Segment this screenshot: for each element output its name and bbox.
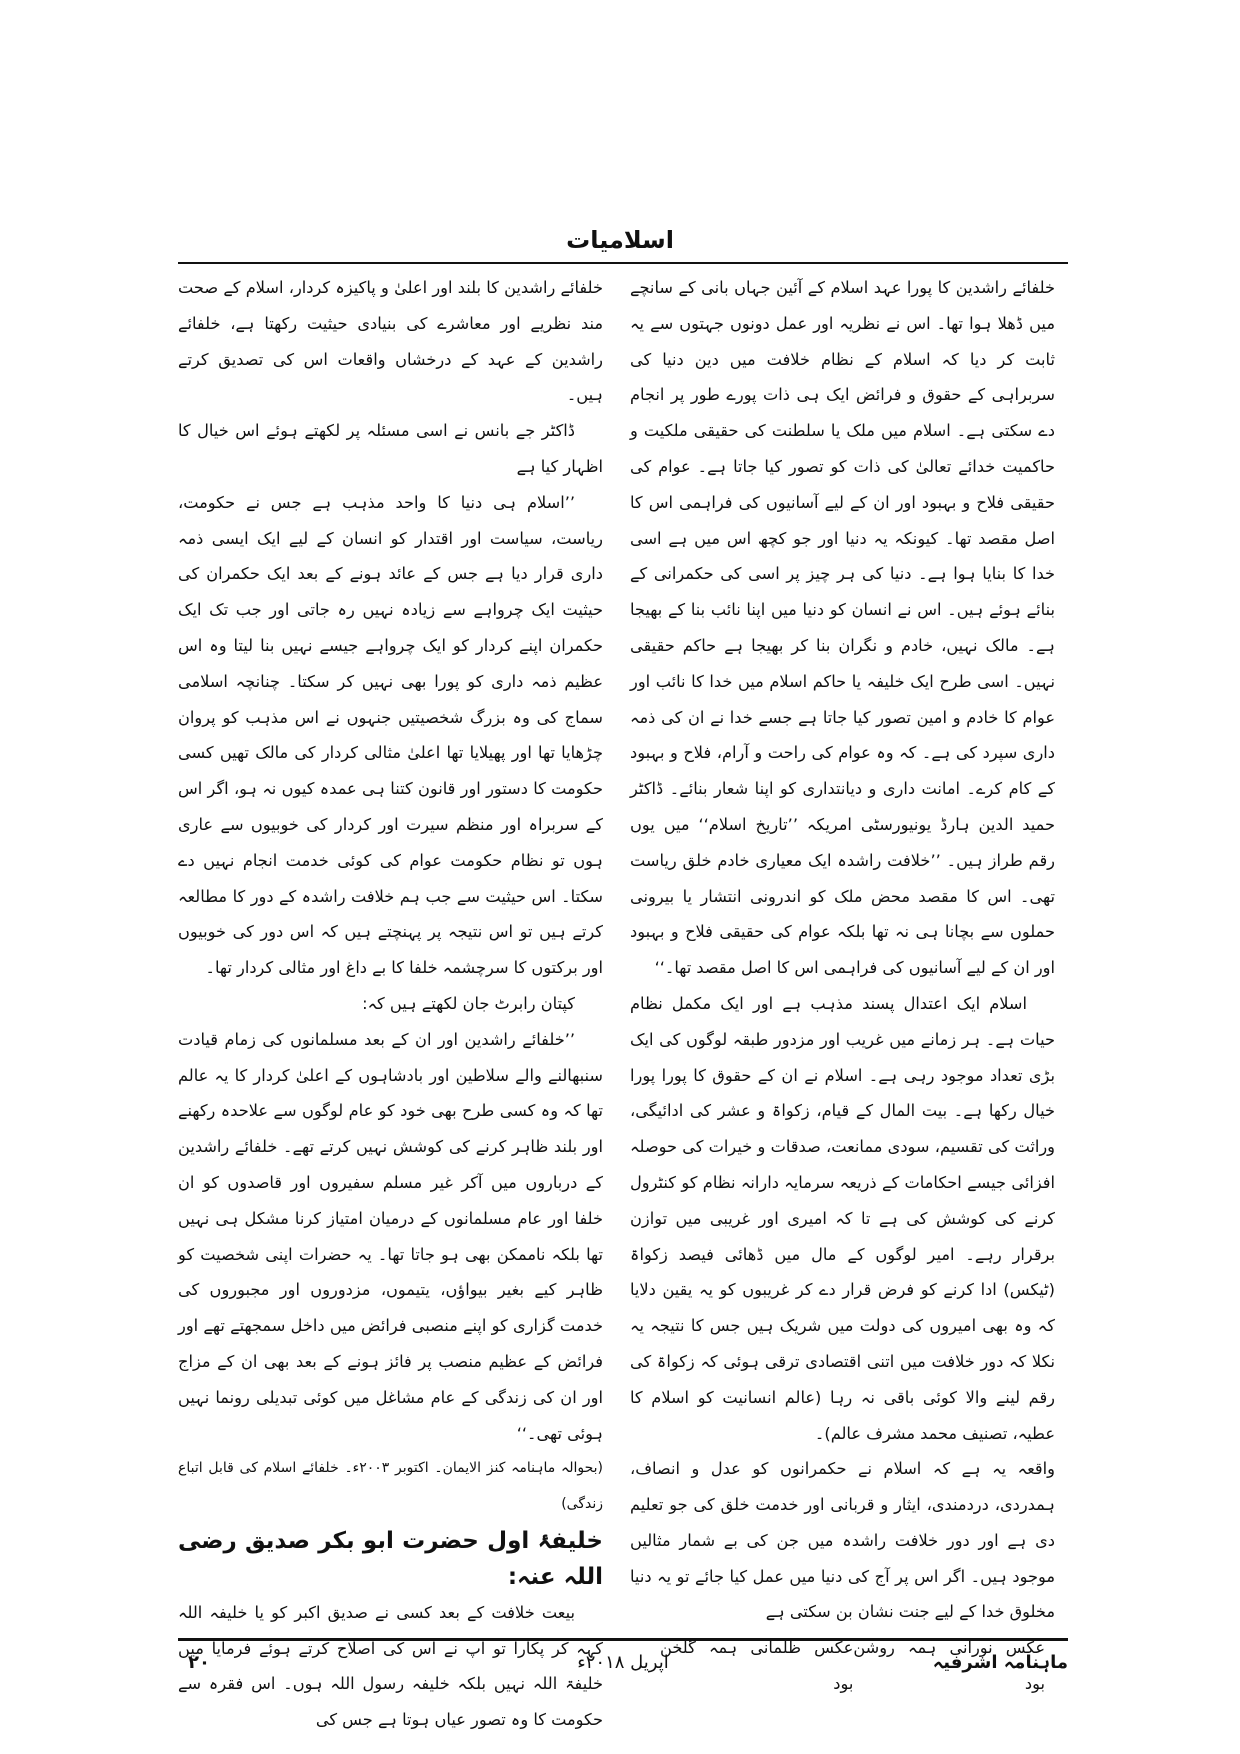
page-footer xyxy=(178,1648,1068,1688)
paragraph: اسلام ایک اعتدال پسند مذہب ہے اور ایک مکمل نظام حیات ہے۔ ہر زمانے میں غریب اور مزدور طبقہ لوگوں کی ایک بڑی تعداد موجود رہی ہے۔ اسلام نے ان کے حقوق کا پورا پورا خیال رکھا ہے۔ بیت المال کے قیام، زکواۃ و عشر کی ادائیگی، وراثت کی تقسیم، سودی ممانعت، صدقات و خیرات کی حوصلہ افزائی جیسے احکامات کے ذریعہ سرمایہ دارانہ نظام کو کنٹرول کرنے کی کوشش کی ہے تا کہ امیری اور غریبی میں توازن برقرار رہے۔ امیر لوگوں کے مال میں ڈھائی فیصد زکواۃ (ٹیکس) ادا کرنے کو فرض قرار دے کر غریبوں کو یہ یقین دلایا کہ وہ بھی امیروں کی دولت میں شریک ہیں جس کا نتیجہ یہ نکلا کہ دور خلافت میں اتنی اقتصادی ترقی ہوئی کہ زکواۃ کی رقم لینے والا کوئی باقی نہ رہا (عالم انسانیت کو اسلام کا عطیہ، تصنیف محمد مشرف عالم)۔ xyxy=(630,993,1055,1443)
paragraph: خلفائے راشدین کا بلند اور اعلیٰ و پاکیزہ کردار، اسلام کے صحت مند نظریے اور معاشرے کی بنیادی حیثیت رکھتا ہے، خلفائے راشدین کے عہد کے درخشاں واقعات اس کی تصدیق کرتے ہیں۔ xyxy=(178,278,603,405)
paragraph: بیعت خلافت کے بعد کسی نے صدیق اکبر کو یا خلیفہ اللہ کہہ کر پکارا تو آپ نے اس کی اصلاح کرتے ہوئے فرمایا میں خلیفۃ اللہ نہیں بلکہ خلیفہ رسول اللہ ہوں۔ اس فقرہ سے حکومت کا وہ تصور عیاں ہوتا ہے جس کی xyxy=(178,1602,603,1730)
header-divider xyxy=(178,262,1068,264)
publication-name: ماہنامہ اشرفیہ xyxy=(932,1652,1068,1673)
issue-date: اپریل ۲۰۱۸ء xyxy=(577,1652,669,1673)
citation: (بحوالہ ماہنامہ کنز الایمان۔ اکتوبر ۲۰۰۳ء۔ خلفائے اسلام کی قابل اتباع زندگی) xyxy=(178,1460,603,1513)
paragraph: واقعہ یہ ہے کہ اسلام نے حکمرانوں کو عدل و انصاف، ہمدردی، دردمندی، ایثار و قربانی اور خدمت خلق کی جو تعلیم دی ہے اور دور خلافت راشدہ میں جن کی بے شمار مثالیں موجود ہیں۔ اگر اس پر آج کی دنیا میں عمل کیا جائے تو یہ دنیا مخلوق خدا کے لیے جنت نشان بن سکتی ہے xyxy=(630,1459,1055,1622)
page-header-title: اسلامیات xyxy=(566,226,674,254)
couplet-second-line: عکس ظلمانی ہمہ گلخن بود xyxy=(660,1638,854,1694)
page-number: ۲۰ xyxy=(188,1652,210,1673)
footer-divider xyxy=(178,1638,1068,1641)
quotation: ’’اسلام ہی دنیا کا واحد مذہب ہے جس نے حکومت، ریاست، سیاست اور اقتدار کو انسان کے لیے ایک ایسی ذمہ داری قرار دیا ہے جس کے عائد ہونے کے بعد ایک حکمران کی حیثیت ایک چرواہے سے زیادہ نہیں رہ جاتی اور جب تک ایک حکمران اپنے کردار کو ایک چرواہے جیسے نہیں بنا لیتا وہ اس عظیم ذمہ داری کو پورا بھی نہیں کر سکتا۔ چنانچہ اسلامی سماج کی وہ بزرگ شخصیتیں جنہوں نے اس مذہب کو پروان چڑھایا تھا اور پھیلایا تھا اعلیٰ مثالی کردار کی مالک تھیں کسی حکومت کا دستور اور قانون کتنا ہی عمدہ کیوں نہ ہو، اگر اس کے سربراہ اور منظم سیرت اور کردار کی خوبیوں سے عاری ہوں تو نظام حکومت عوام کی کوئی خدمت انجام نہیں دے سکتا۔ اس حیثیت سے جب ہم خلافت راشدہ کے دور کا مطالعہ کرتے ہیں تو اس نتیجہ پر پہنچتے ہیں کہ اس دور کی خوبیوں اور برکتوں کا سرچشمہ خلفا کا بے داغ اور مثالی کردار تھا۔ xyxy=(178,492,603,978)
paragraph: خلفائے راشدین کا پورا عہد اسلام کے آئین جہاں بانی کے سانچے میں ڈھلا ہوا تھا۔ اس نے نظریہ اور عمل دونوں جہتوں سے یہ ثابت کر دیا کہ اسلام کے نظام خلافت میں دین دنیا کی سربراہی کے حقوق و فرائض ایک ہی ذات پورے طور پر انجام دے سکتی ہے۔ اسلام میں ملک یا سلطنت کی حقیقی ملکیت و حاکمیت خدائے تعالیٰ کی ذات کو تصور کیا جاتا ہے۔ عوام کی حقیقی فلاح و بہبود اور ان کے لیے آسانیوں کی فراہمی اس کا اصل مقصد تھا۔ کیونکہ یہ دنیا اور جو کچھ اس میں ہے اسی خدا کا بنایا ہوا ہے۔ دنیا کی ہر چیز پر اسی کی حکمرانی کے بنائے ہوئے ہیں۔ اس نے انسان کو دنیا میں اپنا نائب بنا کے بھیجا ہے۔ مالک نہیں، خادم و نگران بنا کر بھیجا ہے حاکم حقیقی نہیں۔ اسی طرح ایک خلیفہ یا حاکم اسلام میں خدا کا نائب اور عوام کا خادم و امین تصور کیا جاتا ہے جسے خدا نے ان کی ذمہ داری سپرد کی ہے۔ کہ وہ عوام کی راحت و آرام، فلاح و بہبود کے کام کرے۔ امانت داری و دیانتداری کو اپنا شعار بنائے۔ ڈاکٹر حمید الدین ہارڈ یونیورسٹی امریکہ ’’تاریخ اسلام‘‘ میں یوں رقم طراز ہیں۔ ’’خلافت راشدہ ایک معیاری خادم خلق ریاست تھی۔ اس کا مقصد محض ملک کو اندرونی انتشار یا بیرونی حملوں سے بچانا ہی نہ تھا بلکہ عوام کی حقیقی فلاح و بہبود اور ان کے لیے آسانیوں کی فراہمی اس کا اصل مقصد تھا۔‘‘ xyxy=(630,278,1055,978)
quotation: ’’خلفائے راشدین اور ان کے بعد مسلمانوں کی زمام قیادت سنبھالنے والے سلاطین اور بادشاہوں کے اعلیٰ کردار کا یہ عالم تھا کہ وہ کسی طرح بھی خود کو عام لوگوں سے علاحدہ رکھنے اور بلند ظاہر کرنے کی کوشش نہیں کرتے تھے۔ خلفائے راشدین کے درباروں میں آکر غیر مسلم سفیروں اور قاصدوں کو ان خلفا اور عام مسلمانوں کے درمیان امتیاز کرنا مشکل ہی نہیں تھا بلکہ ناممکن بھی ہو جاتا تھا۔ یہ حضرات اپنی شخصیت کو ظاہر کیے بغیر بیواؤں، یتیموں، مزدوروں اور مجبوروں کی خدمت گزاری کو اپنے منصبی فرائض میں داخل سمجھتے تھے اور فرائض کے عظیم منصب پر فائز ہونے کے بعد بھی ان کے مزاج اور ان کی زندگی کے عام مشاغل میں کوئی تبدیلی رونما نہیں ہوئی تھی۔‘‘ xyxy=(178,1029,603,1443)
couplet-first-line: عکس نورانی ہمہ روشن بود xyxy=(853,1638,1045,1694)
paragraph: کپتان رابرٹ جان لکھتے ہیں کہ: xyxy=(362,993,575,1013)
left-column xyxy=(178,270,603,1738)
paragraph: ڈاکٹر جے بانس نے اسی مسئلہ پر لکھتے ہوئے اس خیال کا اظہار کیا ہے xyxy=(178,421,603,476)
section-heading: خلیفۂ اول حضرت ابو بکر صدیق رضی اللہ عنہ: xyxy=(178,1527,603,1590)
right-column xyxy=(630,270,1055,1702)
